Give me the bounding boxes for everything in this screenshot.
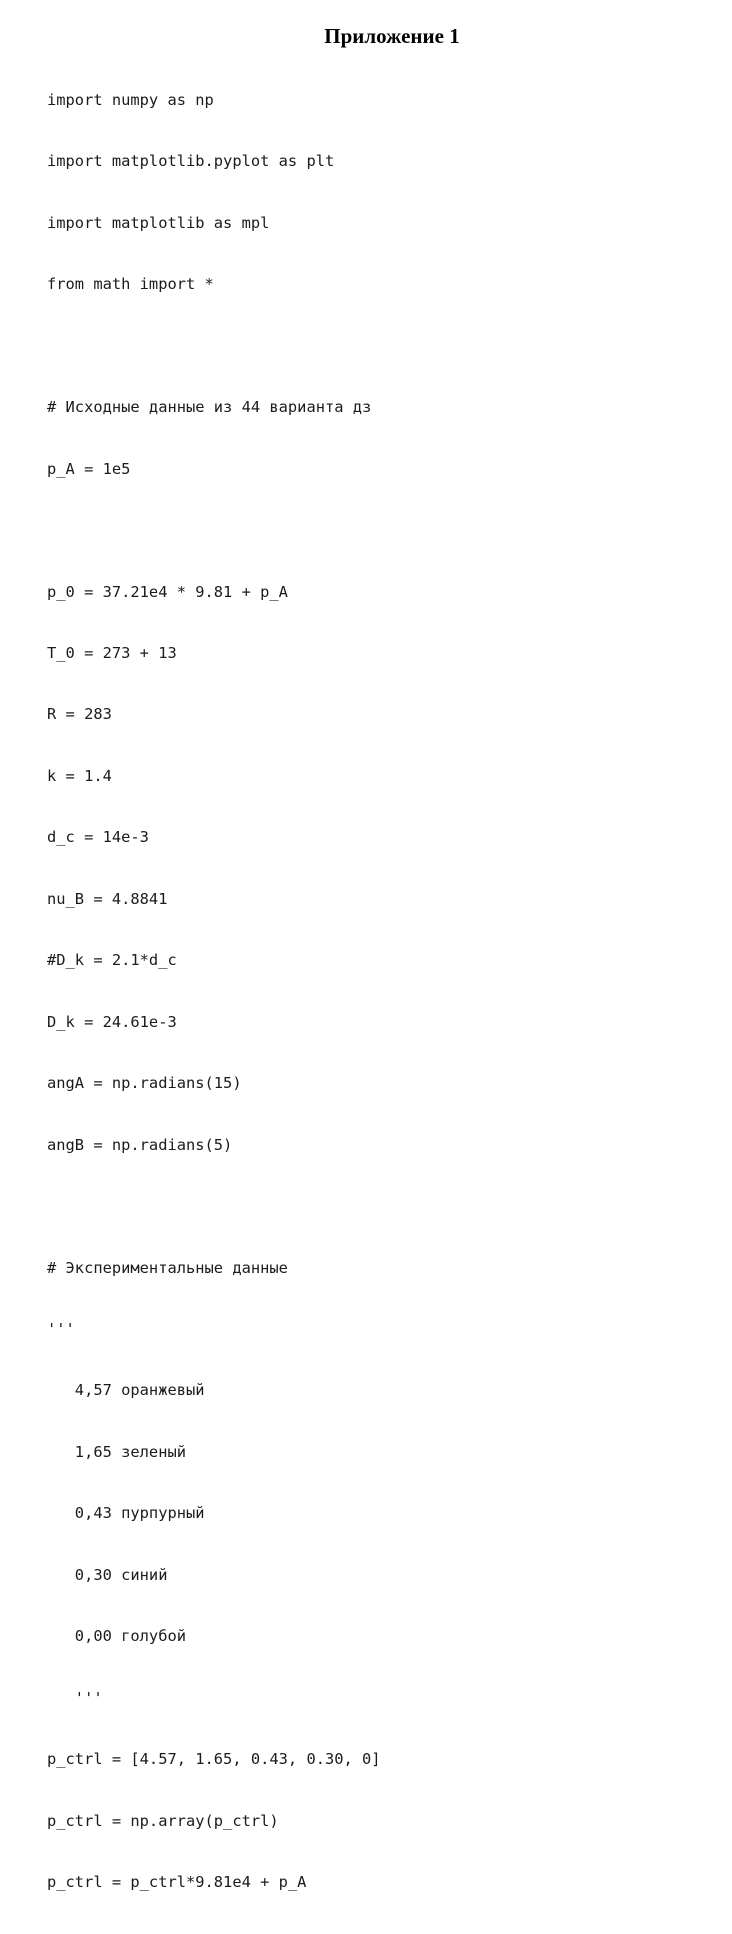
code-line-partial: p_ctrl = p_ctrl*9.81e4 + p_A (47, 1873, 307, 1892)
code-line-blank (47, 336, 732, 356)
code-line-comment: #D_k = 2.1*d_c (47, 951, 177, 970)
code-line: D_k = 24.61e-3 (47, 1012, 177, 1031)
code-line: p_0 = 37.21e4 * 9.81 + p_A (47, 582, 288, 601)
code-line-comment: # Экспериментальные данные (47, 1258, 288, 1277)
code-line: R = 283 (47, 705, 112, 724)
code-line-docstring-open: ''' (47, 1319, 75, 1338)
code-line-data: 4,57 оранжевый (47, 1381, 205, 1400)
code-line: nu_B = 4.8841 (47, 889, 168, 908)
code-listing (47, 49, 732, 1934)
code-line: d_c = 14e-3 (47, 828, 149, 847)
page-title: Приложение 1 (324, 24, 460, 48)
code-line-data: 1,65 зеленый (47, 1442, 186, 1461)
code-line: import matplotlib.pyplot as plt (47, 152, 335, 171)
code-line: p_ctrl = np.array(p_ctrl) (47, 1811, 279, 1830)
code-line: p_ctrl = [4.57, 1.65, 0.43, 0.30, 0] (47, 1750, 381, 1769)
code-line-blank (47, 520, 732, 540)
code-line-blank (47, 1196, 732, 1216)
code-line-docstring-close: ''' (47, 1688, 103, 1707)
code-line: angB = np.radians(5) (47, 1135, 233, 1154)
code-line: import matplotlib as mpl (47, 213, 270, 232)
code-line-comment: # Исходные данные из 44 варианта дз (47, 398, 372, 417)
code-line-data: 0,43 пурпурный (47, 1504, 205, 1523)
code-line: p_A = 1e5 (47, 459, 131, 478)
code-line: angA = np.radians(15) (47, 1074, 242, 1093)
code-line-data: 0,00 голубой (47, 1627, 186, 1646)
code-line: from math import * (47, 275, 214, 294)
code-line: k = 1.4 (47, 766, 112, 785)
code-line: T_0 = 273 + 13 (47, 644, 177, 663)
code-line-data: 0,30 синий (47, 1565, 168, 1584)
code-line: import numpy as np (47, 90, 214, 109)
